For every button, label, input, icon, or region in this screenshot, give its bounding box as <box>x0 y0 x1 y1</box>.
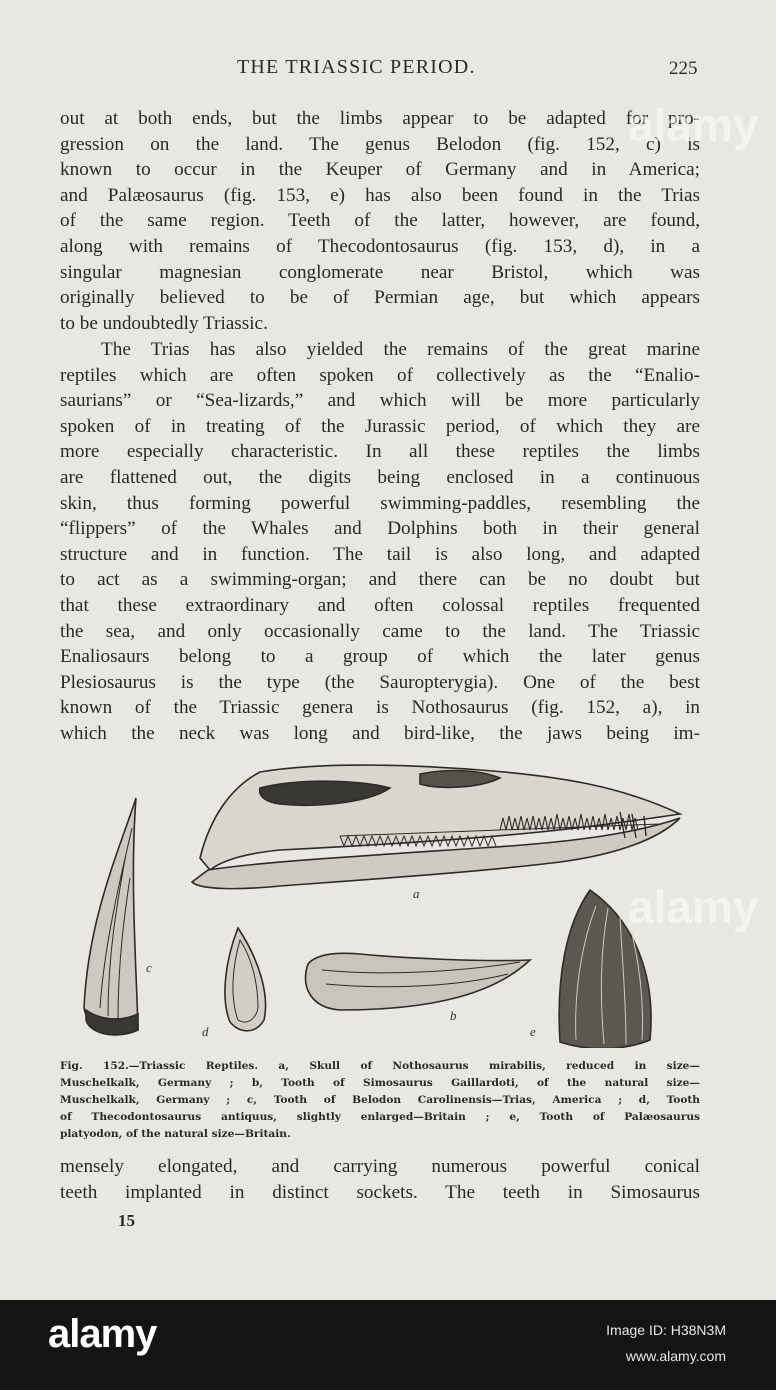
figure-152-triassic-reptiles <box>60 758 720 1048</box>
text-line: and Palæosaurus (fig. 153, e) has also been found in the Trias <box>60 184 700 206</box>
text-line: teeth implanted in distinct sockets. The teeth in Simosaurus <box>60 1181 700 1203</box>
text-line: reptiles which are often spoken of collectively as the “Enalio- <box>60 364 700 386</box>
text-line: originally believed to be of Permian age, but which appears <box>60 287 700 309</box>
text-line: Plesiosaurus is the type (the Sauropterygia). One of the best <box>60 671 700 693</box>
figure-label-b: b <box>450 1008 457 1023</box>
text-line: structure and in function. The tail is also long, and adapted <box>60 543 700 565</box>
caption-line: of Thecodontosaurus antiquus, slightly enlarged—Britain ; e, Tooth of Palæosaurus <box>60 1111 700 1123</box>
text-line: known of the Triassic genera is Nothosaurus (fig. 152, a), in <box>60 697 700 719</box>
text-line: Enaliosaurs belong to a group of which the later genus <box>60 646 700 668</box>
paragraph-3 <box>60 1154 700 1205</box>
running-title: THE TRIASSIC PERIOD. <box>237 56 476 78</box>
text-line: “flippers” of the Whales and Dolphins both in their general <box>60 518 700 540</box>
caption-line: Fig. 152.—Triassic Reptiles. a, Skull of Nothosaurus mirabilis, reduced in size— <box>60 1060 700 1072</box>
text-line: of the same region. Teeth of the latter, however, are found, <box>60 210 700 232</box>
text-line: more especially characteristic. In all these reptiles the limbs <box>60 441 700 463</box>
figure-label-e: e <box>530 1024 536 1039</box>
signature-mark: 15 <box>118 1211 135 1230</box>
belodon-tooth-illustration <box>84 798 138 1035</box>
paragraph-1 <box>60 106 700 336</box>
skull-illustration <box>192 765 680 889</box>
caption-line: Muschelkalk, Germany ; b, Tooth of Simosaurus Gaillardoti, of the natural size— <box>60 1077 700 1089</box>
text-line: the sea, and only occasionally came to the land. The Triassic <box>60 620 700 642</box>
figure-label-a: a <box>413 886 420 901</box>
text-line: skin, thus forming powerful swimming-paddles, resembling the <box>60 492 700 514</box>
site-url: www.alamy.com <box>625 1348 726 1364</box>
text-line: known to occur in the Keuper of Germany and in America; <box>60 159 700 181</box>
figure-caption <box>60 1058 700 1143</box>
text-line: singular magnesian conglomerate near Bristol, which was <box>60 261 700 283</box>
text-line: gression on the land. The genus Belodon (fig. 152, c) is <box>60 133 700 155</box>
text-line: The Trias has also yielded the remains of the great marine <box>101 339 700 360</box>
paragraph-2 <box>60 337 700 747</box>
text-line: mensely elongated, and carrying numerous powerful conical <box>60 1156 700 1177</box>
text-line: saurians” or “Sea-lizards,” and which will be more particularly <box>60 390 700 412</box>
image-id: Image ID: H38N3M <box>606 1322 726 1338</box>
text-line: are flattened out, the digits being enclosed in a continuous <box>60 466 700 488</box>
figure-label-c: c <box>146 960 152 975</box>
caption-line: platyodon, of the natural size—Britain. <box>60 1128 291 1140</box>
alamy-logo: alamy <box>48 1312 157 1356</box>
watermark-middle: alamy <box>628 881 759 933</box>
page-number: 225 <box>669 58 698 79</box>
figure-label-d: d <box>202 1024 209 1039</box>
text-line: along with remains of Thecodontosaurus (fig. 153, d), in a <box>60 235 700 257</box>
text-line: to be undoubtedly Triassic. <box>60 312 268 334</box>
text-line: out at both ends, but the limbs appear to be adapted for pro- <box>60 108 700 129</box>
stock-footer-bar <box>0 1300 776 1390</box>
simosaurus-tooth-illustration <box>306 953 530 1010</box>
text-line: which the neck was long and bird-like, the jaws being im- <box>60 722 700 744</box>
figure-illustration <box>60 758 720 1048</box>
text-line: that these extraordinary and often colossal reptiles frequented <box>60 594 700 616</box>
caption-line: Muschelkalk, Germany ; c, Tooth of Belodon Carolinensis—Trias, America ; d, Tooth <box>60 1094 700 1106</box>
running-head <box>0 56 776 84</box>
text-line: spoken of in treating of the Jurassic period, of which they are <box>60 415 700 437</box>
text-line: to act as a swimming-organ; and there can be no doubt but <box>60 569 700 591</box>
thecodontosaurus-tooth-illustration <box>225 928 266 1031</box>
watermark-top: alamy <box>628 99 759 151</box>
